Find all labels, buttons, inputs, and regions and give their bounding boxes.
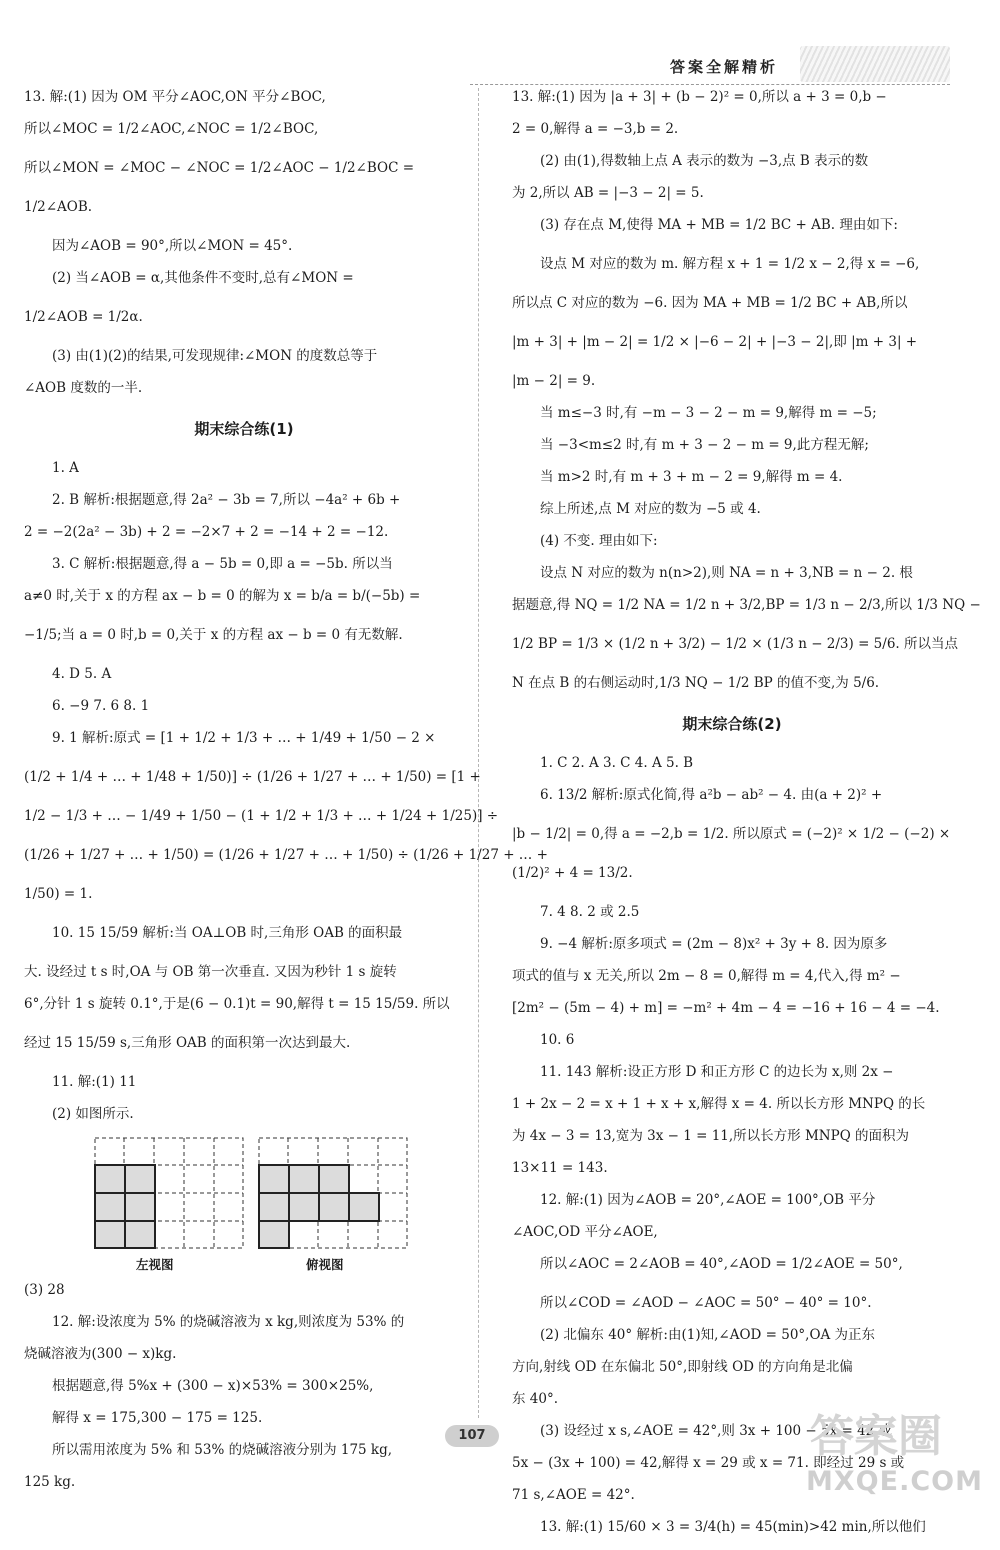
answer-line: 1. A (52, 460, 79, 476)
text-line: 当 m>2 时,有 m + 3 + m − 2 = 9,解得 m = 4. (540, 469, 843, 485)
left-view-grid (94, 1137, 244, 1249)
answer-line: a≠0 时,关于 x 的方程 ax − b = 0 的解为 x = b/a = b/(−5b) = (24, 588, 421, 604)
answer-line: 经过 15 15/59 s,三角形 OAB 的面积第一次达到最大. (24, 1035, 351, 1051)
text-line: 当 m≤−3 时,有 −m − 3 − 2 − m = 9,解得 m = −5; (540, 405, 877, 421)
answer-line: 所以∠COD = ∠AOD − ∠AOC = 50° − 40° = 10°. (540, 1295, 872, 1311)
answer-line: 6°,分针 1 s 旋转 0.1°,于是(6 − 0.1)t = 90,解得 t = 15 15/59. 所以 (24, 996, 450, 1012)
text-line: (2) 由(1),得数轴上点 A 表示的数为 −3,点 B 表示的数 (540, 153, 869, 169)
top-view-grid (258, 1137, 408, 1249)
answer-line: 2 = −2(2a² − 3b) + 2 = −2×7 + 2 = −14 + 2 = −12. (24, 524, 389, 540)
text-line: 1/2 BP = 1/3 × (1/2 n + 3/2) − 1/2 × (1/3 n − 2/3) = 5/6. 所以当点 (512, 636, 958, 652)
text-line: 所以点 C 对应的数为 −6. 因为 MA + MB = 1/2 BC + AB,所以 (512, 295, 908, 311)
text-line: |m − 2| = 9. (512, 373, 596, 389)
answer-line: (1/2 + 1/4 + … + 1/48 + 1/50)] ÷ (1/26 + 1/27 + … + 1/50) = [1 + (24, 769, 481, 785)
top-view-caption: 俯视图 (306, 1257, 344, 1272)
answer-line: 项式的值与 x 无关,所以 2m − 8 = 0,解得 m = 4,代入,得 m² − (512, 968, 901, 984)
answer-line: 6. −9 7. 6 8. 1 (52, 698, 150, 714)
answer-line: 3. C 解析:根据题意,得 a − 5b = 0,即 a = −5b. 所以当 (52, 556, 393, 572)
text-line: (3) 存在点 M,使得 MA + MB = 1/2 BC + AB. 理由如下: (540, 217, 898, 233)
answer-line: 东 40°. (512, 1391, 559, 1407)
left-block-2 (24, 459, 548, 1124)
answer-line: 13×11 = 143. (512, 1160, 608, 1176)
answer-line: 所以需用浓度为 5% 和 53% 的烧碱溶液分别为 175 kg, (52, 1442, 393, 1458)
text-line: 据题意,得 NQ = 1/2 NA = 1/2 n + 3/2,BP = 1/3 n − 2/3,所以 1/3 NQ − (512, 597, 981, 613)
answer-line: (2) 如图所示. (52, 1106, 134, 1122)
answer-line: 2. B 解析:根据题意,得 2a² − 3b = 7,所以 −4a² + 6b + (52, 492, 401, 508)
text-line: 1/2∠AOB. (24, 199, 93, 215)
text-line: 所以∠MON = ∠MOC − ∠NOC = 1/2∠AOC − 1/2∠BOC = (24, 160, 415, 176)
answer-line: 1 + 2x − 2 = x + 1 + x + x,解得 x = 4. 所以长方形 MNPQ 的长 (512, 1096, 926, 1112)
answer-line: 9. −4 解析:原多项式 = (2m − 8)x² + 3y + 8. 因为原多 (540, 936, 888, 952)
text-line: 设点 N 对应的数为 n(n>2),则 NA = n + 3,NB = n − 2. 根 (540, 565, 913, 581)
text-line: |m + 3| + |m − 2| = 1/2 × |−6 − 2| + |−3 − 2|,即 |m + 3| + (512, 334, 918, 350)
text-line: 所以∠MOC = 1/2∠AOC,∠NOC = 1/2∠BOC, (24, 121, 319, 137)
answer-line: 12. 解:设浓度为 5% 的烧碱溶液为 x kg,则浓度为 53% 的 (52, 1314, 405, 1330)
answer-line: (1/26 + 1/27 + … + 1/50) = (1/26 + 1/27 + … + 1/50) ÷ (1/26 + 1/27 + … + (24, 847, 548, 863)
text-line: 1/2∠AOB = 1/2α. (24, 309, 143, 325)
answer-line: |b − 1/2| = 0,得 a = −2,b = 1/2. 所以原式 = (−2)² × 1/2 − (−2) × (512, 826, 951, 842)
left-block-3 (24, 1281, 464, 1492)
answer-line: 方向,射线 OD 在东偏北 50°,即射线 OD 的方向角是北偏 (512, 1359, 853, 1375)
text-line: (4) 不变. 理由如下: (540, 533, 658, 549)
answer-line: 4. D 5. A (52, 666, 112, 682)
text-line: N 在点 B 的右侧运动时,1/3 NQ − 1/2 BP 的值不变,为 5/6. (512, 675, 880, 691)
text-line: 因为∠AOB = 90°,所以∠MON = 45°. (52, 238, 293, 254)
answer-line: 11. 解:(1) 11 (52, 1074, 137, 1090)
answer-line: 9. 1 解析:原式 = [1 + 1/2 + 1/3 + … + 1/49 + 1/50 − 2 × (52, 730, 436, 746)
text-line: 2 = 0,解得 a = −3,b = 2. (512, 121, 679, 137)
header-rule (470, 84, 950, 85)
text-line: 为 2,所以 AB = |−3 − 2| = 5. (512, 185, 704, 201)
answer-line: 解得 x = 175,300 − 175 = 125. (52, 1410, 263, 1426)
answer-line: 大. 设经过 t s 时,OA 与 OB 第一次垂直. 又因为秒针 1 s 旋转 (24, 964, 397, 980)
text-line: ∠AOB 度数的一半. (24, 380, 143, 396)
text-line: (2) 当∠AOB = α,其他条件不变时,总有∠MON = (52, 270, 354, 286)
answer-line: 10. 15 15/59 解析:当 OA⊥OB 时,三角形 OAB 的面积最 (52, 925, 403, 941)
answer-line: 1/2 − 1/3 + … − 1/49 + 1/50 − (1 + 1/2 + 1/3 + … + 1/24 + 1/25)] ÷ (24, 808, 499, 824)
answer-line: 1/50) = 1. (24, 886, 93, 902)
answer-line: 13. 解:(1) 15/60 × 3 = 3/4(h) = 45(min)>42 min,所以他们 (540, 1519, 926, 1535)
answer-line: (1/2)² + 4 = 13/2. (512, 865, 633, 881)
answer-line: 11. 143 解析:设正方形 D 和正方形 C 的边长为 x,则 2x − (540, 1064, 894, 1080)
watermark-main-text: 答案圈 (810, 1411, 942, 1462)
answer-line: 5x − (3x + 100) = 42,解得 x = 29 或 x = 71. 即经过 29 s 或 (512, 1455, 905, 1471)
right-block-1 (512, 88, 981, 693)
answer-line: 所以∠AOC = 2∠AOB = 40°,∠AOD = 1/2∠AOE = 50°, (540, 1256, 903, 1272)
page-number: 107 (445, 1425, 499, 1447)
answer-line: 1. C 2. A 3. C 4. A 5. B (540, 755, 694, 771)
text-line: 综上所述,点 M 对应的数为 −5 或 4. (540, 501, 761, 517)
answer-line: (3) 设经过 x s,∠AOE = 42°,则 3x + 100 − 5x = 42 或 (540, 1423, 893, 1439)
answer-line: 根据题意,得 5%x + (300 − x)×53% = 300×25%, (52, 1378, 374, 1394)
answer-line: 12. 解:(1) 因为∠AOB = 20°,∠AOE = 100°,OB 平分 (540, 1192, 876, 1208)
page-header (470, 40, 970, 88)
section-title: 期末综合练(1) (194, 420, 294, 438)
left-block-1 (24, 88, 464, 398)
view-diagrams (24, 1137, 464, 1275)
text-line: 13. 解:(1) 因为 OM 平分∠AOC,ON 平分∠BOC, (24, 89, 326, 105)
header-title: 答案全解精析 (670, 58, 779, 76)
text-line: 13. 解:(1) 因为 |a + 3| + (b − 2)² = 0,所以 a + 3 = 0,b − (512, 89, 887, 105)
answer-line: 7. 4 8. 2 或 2.5 (540, 904, 640, 920)
answer-line: 125 kg. (24, 1474, 76, 1490)
answer-line: 10. 6 (540, 1032, 575, 1048)
answer-line: 为 4x − 3 = 13,宽为 3x − 1 = 11,所以长方形 MNPQ 的面积为 (512, 1128, 910, 1144)
section-title: 期末综合练(2) (682, 715, 782, 733)
text-line: 设点 M 对应的数为 m. 解方程 x + 1 = 1/2 x − 2,得 x = −6, (540, 256, 920, 272)
left-view-caption: 左视图 (136, 1257, 174, 1272)
answer-line: ∠AOC,OD 平分∠AOE, (512, 1224, 658, 1240)
answer-line: −1/5;当 a = 0 时,b = 0,关于 x 的方程 ax − b = 0 有无数解. (24, 627, 403, 643)
text-line: 当 −3<m≤2 时,有 m + 3 − 2 − m = 9,此方程无解; (540, 437, 869, 453)
column-divider (478, 88, 479, 1418)
answer-line: 71 s,∠AOE = 42°. (512, 1487, 635, 1503)
answer-line: 6. 13/2 解析:原式化简,得 a²b − ab² − 4. 由(a + 2)² + (540, 787, 883, 803)
watermark-sub-text: MXQE.COM (806, 1466, 983, 1497)
text-line: (3) 由(1)(2)的结果,可发现规律:∠MON 的度数总等于 (52, 348, 378, 364)
answer-line: 烧碱溶液为(300 − x)kg. (24, 1346, 177, 1362)
right-column (512, 88, 981, 1550)
answer-line: [2m² − (5m − 4) + m] = −m² + 4m − 4 = −16 + 16 − 4 = −4. (512, 1000, 940, 1016)
header-decoration (800, 46, 950, 82)
watermark-logo (800, 1400, 990, 1505)
answer-line: (3) 28 (24, 1282, 65, 1298)
answer-line: (2) 北偏东 40° 解析:由(1)知,∠AOD = 50°,OA 为正东 (540, 1327, 876, 1343)
